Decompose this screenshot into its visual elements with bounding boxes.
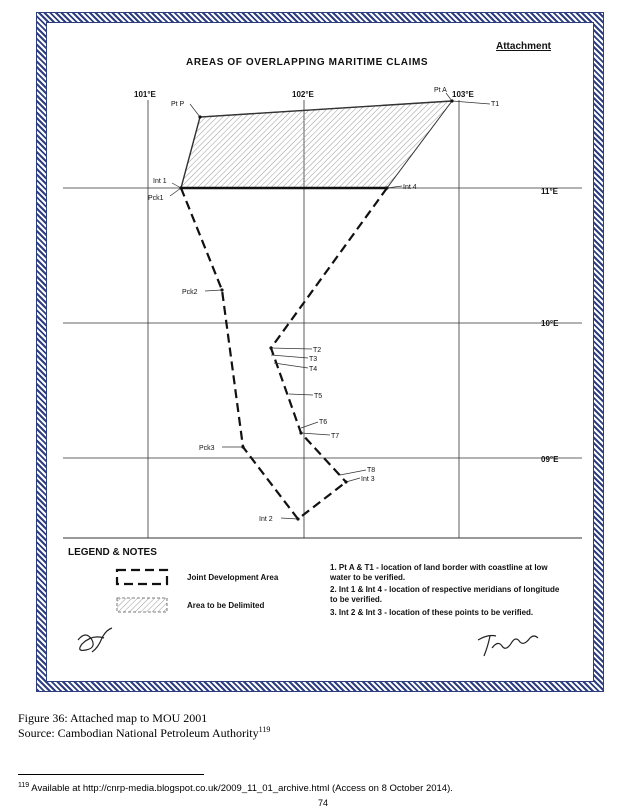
- label-t8: T8: [367, 467, 376, 474]
- note-2: 2. Int 1 & Int 4 - location of respective meridians of longitude to be verified.: [330, 585, 560, 604]
- note-3: 3. Int 2 & Int 3 - location of these points to be verified.: [330, 608, 534, 617]
- label-int-1: Int 1: [153, 178, 167, 185]
- area-to-be-delimited: [181, 101, 452, 188]
- signature-right: [478, 636, 538, 657]
- legend-delimited-label: Area to be Delimited: [187, 601, 265, 610]
- signature-left: [78, 628, 112, 652]
- label-t6: T6: [319, 419, 328, 426]
- attachment-label: Attachment: [496, 41, 552, 52]
- legend-joint-label: Joint Development Area: [187, 573, 279, 582]
- label-pt-a: Pt A: [434, 87, 447, 94]
- footnote-number: 119: [18, 782, 30, 789]
- figure-source: [18, 725, 270, 741]
- label-t5: T5: [314, 393, 323, 400]
- footnote-ref: 119: [258, 725, 271, 734]
- label-t4: T4: [309, 366, 318, 373]
- label-pck1: Pck1: [148, 195, 164, 202]
- longitude-102: 102°E: [292, 90, 314, 99]
- page-number: 74: [318, 798, 329, 808]
- label-int-4: Int 4: [403, 184, 417, 191]
- label-t2: T2: [313, 347, 322, 354]
- footnote-rule: [18, 774, 204, 775]
- legend-delimited-symbol: [117, 598, 167, 612]
- latitude-09: 09°E: [541, 455, 559, 464]
- footnote: [18, 782, 453, 794]
- label-pt-p: Pt P: [171, 101, 185, 108]
- map-title: AREAS OF OVERLAPPING MARITIME CLAIMS: [186, 57, 429, 68]
- label-t1: T1: [491, 101, 500, 108]
- latitude-10: 10°E: [541, 319, 559, 328]
- figure-caption: Figure 36: Attached map to MOU 2001: [18, 711, 208, 725]
- label-int-3: Int 3: [361, 476, 375, 483]
- label-int-2: Int 2: [259, 516, 273, 523]
- longitude-103: 103°E: [452, 90, 474, 99]
- label-t3: T3: [309, 356, 318, 363]
- latitude-11: 11°E: [541, 187, 558, 196]
- legend-heading: LEGEND & NOTES: [68, 547, 157, 558]
- longitude-101: 101°E: [134, 90, 156, 99]
- legend-joint-symbol: [117, 570, 167, 584]
- label-pck2: Pck2: [182, 289, 198, 296]
- figure-source-text: Source: Cambodian National Petroleum Authority: [18, 726, 259, 740]
- footnote-text: Available at http://cnrp-media.blogspot.co.uk/2009_11_01_archive.html (Access on 8 October 2014).: [29, 783, 453, 795]
- joint-development-west: [181, 188, 346, 519]
- label-pck3: Pck3: [199, 445, 215, 452]
- label-t7: T7: [331, 433, 340, 440]
- note-1: 1. Pt A & T1 - location of land border with coastline at low water to be verified.: [330, 563, 548, 582]
- joint-development-east: [271, 188, 387, 482]
